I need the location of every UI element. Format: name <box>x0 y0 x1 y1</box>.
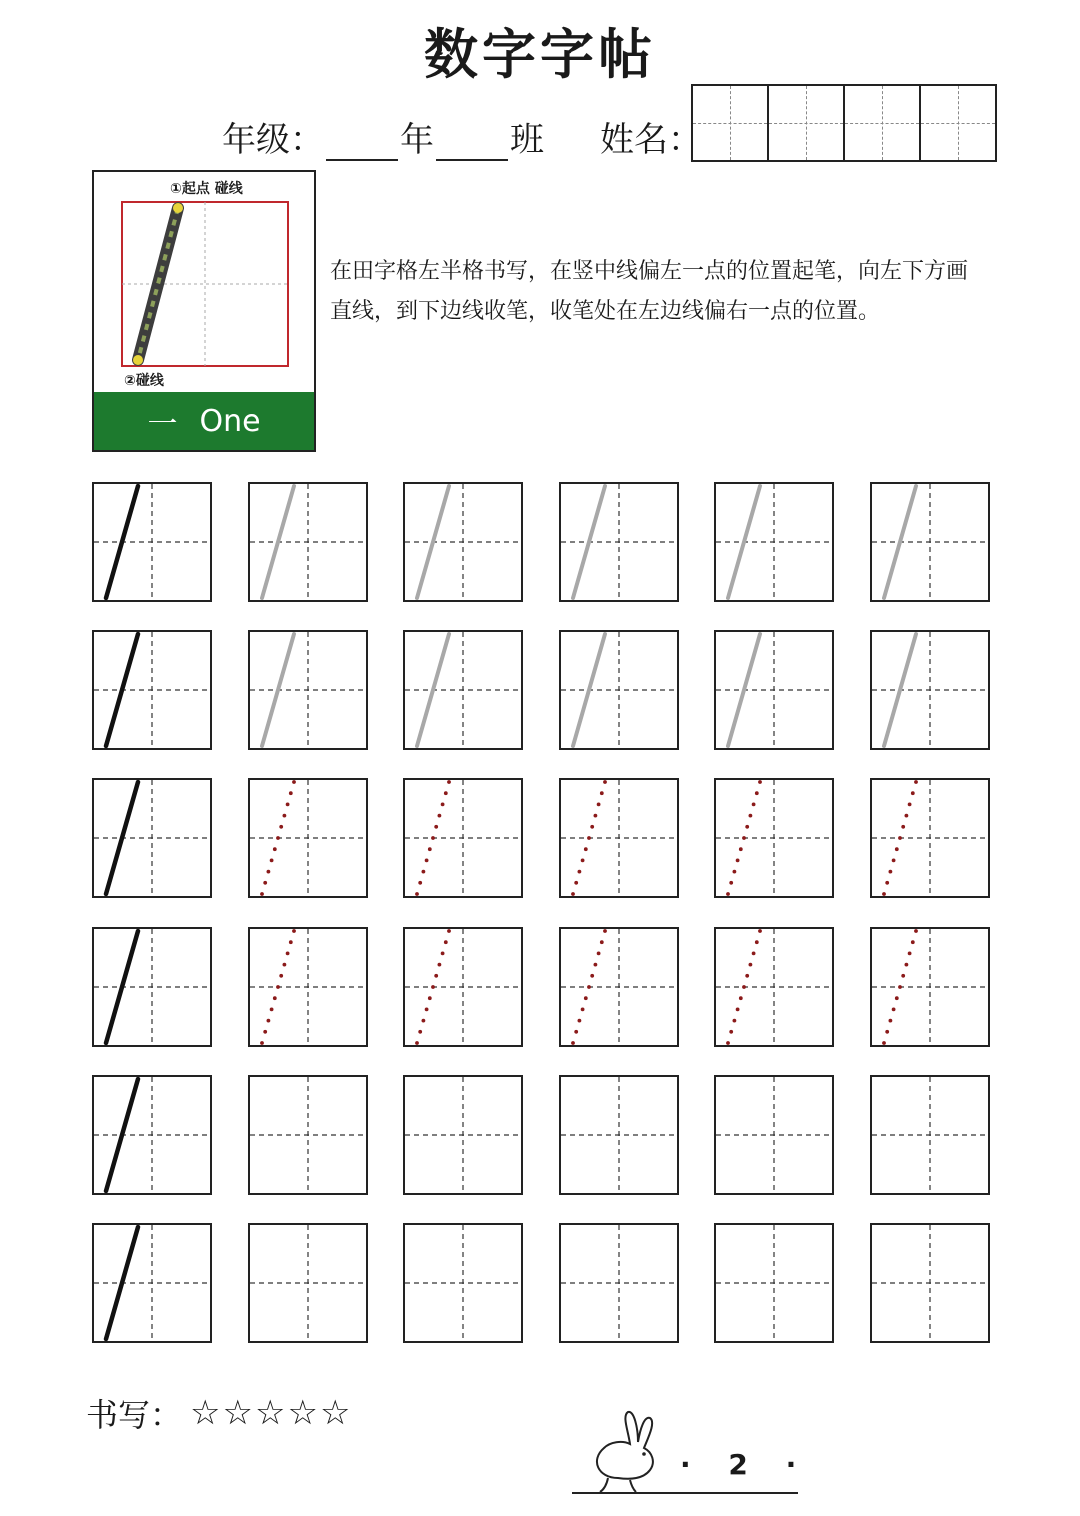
trace-dot <box>901 825 905 829</box>
trace-dot <box>755 792 759 796</box>
trace-dot <box>908 951 912 955</box>
trace-dot <box>282 814 286 818</box>
trace-dot <box>749 962 753 966</box>
trace-dot <box>596 803 600 807</box>
trace-dot <box>577 1018 581 1022</box>
trace-dot <box>914 929 918 933</box>
trace-dot <box>276 985 280 989</box>
trace-dot <box>279 973 283 977</box>
trace-dot <box>272 996 276 1000</box>
practice-cell[interactable] <box>714 1223 834 1343</box>
trace-dot <box>892 1007 896 1011</box>
trace-dot <box>911 940 915 944</box>
practice-cell[interactable] <box>248 927 368 1047</box>
trace-dot <box>889 870 893 874</box>
practice-cell[interactable] <box>714 1075 834 1195</box>
student-info-row <box>222 112 702 161</box>
trace-dot <box>428 848 432 852</box>
trace-dot <box>584 996 588 1000</box>
trace-dot <box>580 1007 584 1011</box>
page-number: · 2 · <box>680 1448 811 1481</box>
trace-dot <box>577 870 581 874</box>
trace-dot <box>415 1041 419 1045</box>
start-point-icon <box>173 203 183 213</box>
trace-dot <box>746 973 750 977</box>
trace-dot <box>752 951 756 955</box>
trace-dot <box>600 940 604 944</box>
name-box[interactable] <box>767 84 845 162</box>
practice-cell[interactable] <box>92 927 212 1047</box>
numeral-char: 一 <box>147 407 178 442</box>
practice-cell[interactable] <box>870 927 990 1047</box>
trace-dot <box>574 881 578 885</box>
class-blank[interactable] <box>436 125 508 161</box>
trace-dot <box>603 780 607 784</box>
trace-dot <box>596 951 600 955</box>
page-underline <box>572 1492 798 1494</box>
practice-cell[interactable] <box>714 778 834 898</box>
trace-dot <box>882 1041 886 1045</box>
practice-cell[interactable] <box>403 482 523 602</box>
trace-dot <box>285 803 289 807</box>
practice-cell[interactable] <box>248 1223 368 1343</box>
practice-cell[interactable] <box>248 630 368 750</box>
rating <box>86 1390 352 1436</box>
trace-dot <box>571 892 575 896</box>
trace-dot <box>292 780 296 784</box>
trace-dot <box>885 881 889 885</box>
rating-label: 书写： <box>86 1396 183 1434</box>
trace-dot <box>260 1041 264 1045</box>
trace-dot <box>269 1007 273 1011</box>
name-box[interactable] <box>919 84 997 162</box>
practice-cell[interactable] <box>870 630 990 750</box>
trace-dot <box>749 814 753 818</box>
trace-dot <box>742 836 746 840</box>
trace-dot <box>282 962 286 966</box>
trace-dot <box>441 951 445 955</box>
trace-dot <box>263 1029 267 1033</box>
trace-dot <box>276 836 280 840</box>
trace-dot <box>726 892 730 896</box>
practice-cell[interactable] <box>403 1075 523 1195</box>
trace-dot <box>895 996 899 1000</box>
trace-dot <box>587 985 591 989</box>
trace-dot <box>895 848 899 852</box>
practice-cell[interactable] <box>92 1223 212 1343</box>
trace-dot <box>590 825 594 829</box>
trace-dot <box>279 825 283 829</box>
trace-dot <box>418 881 422 885</box>
trace-dot <box>901 973 905 977</box>
year-char: 年 <box>400 120 434 160</box>
trace-dot <box>285 951 289 955</box>
writing-instructions: 在田字格左半格书写，在竖中线偏左一点的位置起笔，向左下方画直线，到下边线收笔，收笔处在左边线偏右一点的位置。 <box>330 259 969 324</box>
trace-dot <box>422 1018 426 1022</box>
trace-dot <box>266 1018 270 1022</box>
numeral-english: One <box>199 403 261 439</box>
trace-dot <box>444 792 448 796</box>
trace-dot <box>730 881 734 885</box>
grade-label: 年级： <box>222 120 324 160</box>
trace-dot <box>905 814 909 818</box>
practice-cell[interactable] <box>92 630 212 750</box>
trace-dot <box>736 859 740 863</box>
practice-cell[interactable] <box>403 1223 523 1343</box>
trace-dot <box>269 859 273 863</box>
trace-dot <box>898 836 902 840</box>
trace-dot <box>428 996 432 1000</box>
trace-dot <box>441 803 445 807</box>
practice-cell[interactable] <box>559 1075 679 1195</box>
trace-dot <box>752 803 756 807</box>
trace-dot <box>272 848 276 852</box>
trace-dot <box>726 1041 730 1045</box>
stroke-demo-diagram <box>94 172 314 398</box>
trace-dot <box>600 792 604 796</box>
practice-cell[interactable] <box>870 778 990 898</box>
end-label: ②碰线 <box>124 373 164 389</box>
trace-dot <box>444 940 448 944</box>
trace-dot <box>292 929 296 933</box>
trace-dot <box>431 836 435 840</box>
trace-dot <box>758 780 762 784</box>
trace-dot <box>911 792 915 796</box>
trace-dot <box>418 1029 422 1033</box>
practice-cell[interactable] <box>714 630 834 750</box>
trace-dot <box>746 825 750 829</box>
practice-cell[interactable] <box>403 630 523 750</box>
practice-cell[interactable] <box>248 778 368 898</box>
trace-dot <box>288 792 292 796</box>
trace-dot <box>422 870 426 874</box>
practice-cell[interactable] <box>248 1075 368 1195</box>
practice-cell[interactable] <box>559 630 679 750</box>
trace-dot <box>288 940 292 944</box>
practice-cell[interactable] <box>714 482 834 602</box>
name-box[interactable] <box>843 84 921 162</box>
trace-dot <box>742 985 746 989</box>
trace-dot <box>263 881 267 885</box>
trace-dot <box>908 803 912 807</box>
trace-dot <box>755 940 759 944</box>
trace-dot <box>425 859 429 863</box>
trace-dot <box>580 859 584 863</box>
demo-footer <box>94 392 314 450</box>
trace-dot <box>733 870 737 874</box>
practice-cell[interactable] <box>92 1075 212 1195</box>
trace-dot <box>898 985 902 989</box>
trace-dot <box>260 892 264 896</box>
name-label: 姓名： <box>600 120 702 160</box>
trace-dot <box>447 929 451 933</box>
trace-dot <box>584 848 588 852</box>
trace-dot <box>415 892 419 896</box>
practice-cell[interactable] <box>559 482 679 602</box>
trace-dot <box>603 929 607 933</box>
trace-dot <box>914 780 918 784</box>
trace-dot <box>758 929 762 933</box>
trace-dot <box>593 962 597 966</box>
practice-cell[interactable] <box>559 1223 679 1343</box>
trace-dot <box>266 870 270 874</box>
practice-cell[interactable] <box>248 482 368 602</box>
practice-cell[interactable] <box>403 778 523 898</box>
name-boxes <box>691 84 997 162</box>
trace-dot <box>434 973 438 977</box>
rating-stars[interactable]: ☆☆☆☆☆ <box>190 1393 353 1433</box>
practice-cell[interactable] <box>403 927 523 1047</box>
stroke-demo-card <box>92 170 316 452</box>
practice-cell[interactable] <box>870 1223 990 1343</box>
worksheet-title: 数字字帖 <box>424 23 656 86</box>
trace-dot <box>739 848 743 852</box>
end-point-icon <box>133 355 143 365</box>
trace-dot <box>885 1029 889 1033</box>
trace-dot <box>438 962 442 966</box>
rabbit-icon <box>578 1408 670 1496</box>
trace-dot <box>593 814 597 818</box>
trace-dot <box>882 892 886 896</box>
trace-dot <box>587 836 591 840</box>
trace-dot <box>431 985 435 989</box>
trace-dot <box>574 1029 578 1033</box>
practice-cell[interactable] <box>870 482 990 602</box>
trace-dot <box>434 825 438 829</box>
name-box[interactable] <box>691 84 769 162</box>
trace-dot <box>892 859 896 863</box>
practice-cell[interactable] <box>714 927 834 1047</box>
trace-dot <box>425 1007 429 1011</box>
trace-dot <box>905 962 909 966</box>
trace-dot <box>889 1018 893 1022</box>
grade-blank[interactable] <box>326 125 398 161</box>
practice-cell[interactable] <box>92 482 212 602</box>
trace-dot <box>447 780 451 784</box>
class-char: 班 <box>510 120 544 160</box>
trace-dot <box>590 973 594 977</box>
trace-dot <box>733 1018 737 1022</box>
trace-dot <box>438 814 442 818</box>
practice-cell[interactable] <box>92 778 212 898</box>
trace-dot <box>736 1007 740 1011</box>
start-label: ①起点 碰线 <box>170 181 243 197</box>
trace-dot <box>739 996 743 1000</box>
practice-cell[interactable] <box>559 778 679 898</box>
trace-dot <box>571 1041 575 1045</box>
practice-cell[interactable] <box>559 927 679 1047</box>
trace-dot <box>730 1029 734 1033</box>
practice-cell[interactable] <box>870 1075 990 1195</box>
